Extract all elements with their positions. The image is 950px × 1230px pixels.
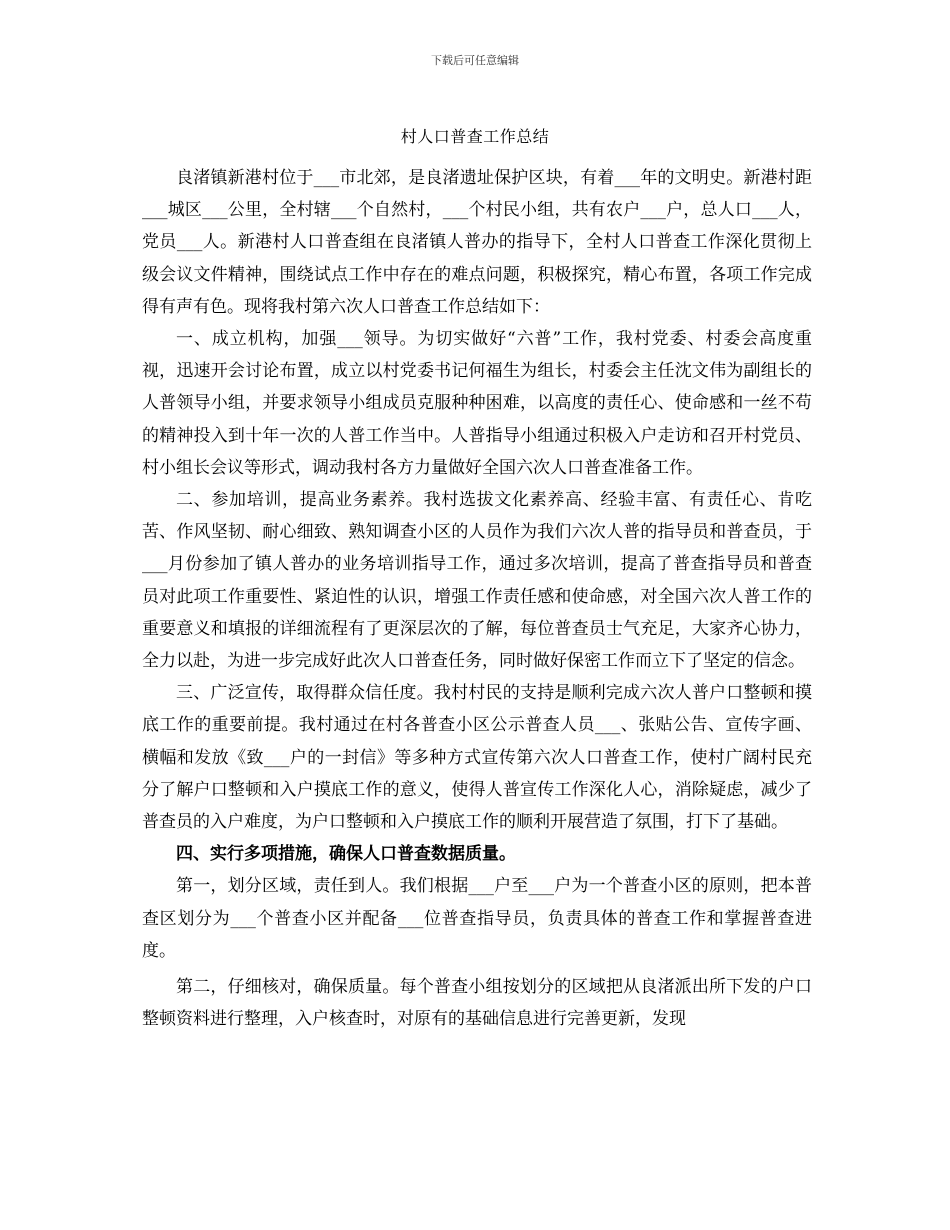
paragraph-section-2: 二、参加培训，提高业务素养。我村选拔文化素养高、经验丰富、有责任心、肯吃苦、作风坚韧、耐心细致、熟知调查小区的人员作为我们六次人普的指导员和普查员，于___月份参加了镇人普办的业务培训指导工作，通过多次培训，提高了普查指导员和普查员对此项工作重要性、紧迫性的认识，增强工作责任感和使命感，对全国六次人普工作的重要意义和填报的详细流程有了更深层次的了解，每位普查员士气充足，大家齐心协力，全力以赴，为进一步完成好此次人口普查任务，同时做好保密工作而立下了坚定的信念。 xyxy=(142,490,812,672)
paragraph-step-1: 第一，划分区域，责任到人。我们根据___户至___户为一个普查小区的原则，把本普查区划分为___个普查小区并配备___位普查指导员，负责具体的普查工作和掌握普查进度。 xyxy=(142,876,812,961)
section-4-heading: 四、实行多项措施，确保人口普查数据质量。 xyxy=(176,844,516,865)
paragraph-step-2: 第二，仔细核对，确保质量。每个普查小组按划分的区域把从良渚派出所下发的户口整顿资料进行整理，入户核查时，对原有的基础信息进行完善更新，发现 xyxy=(142,977,812,1030)
paragraph-section-1: 一、成立机构，加强___领导。为切实做好“六普”工作，我村党委、村委会高度重视，迅速开会讨论布置，成立以村党委书记何福生为组长，村委会主任沈文伟为副组长的人普领导小组，并要求领导小组成员克服种种困难，以高度的责任心、使命感和一丝不苟的精神投入到十年一次的人普工作当中。人普指导小组通过积极入户走访和召开村党员、村小组长会议等形式，调动我村各方力量做好全国六次人口普查准备工作。 xyxy=(142,329,812,478)
paragraph-section-3: 三、广泛宣传，取得群众信任度。我村村民的支持是顺利完成六次人普户口整顿和摸底工作的重要前提。我村通过在村各普查小区公示普查人员___、张贴公告、宣传字画、横幅和发放《致___户的一封信》等多种方式宣传第六次人口普查工作，使村广阔村民充分了解户口整顿和入户摸底工作的意义，使得人普宣传工作深化人心，消除疑虑，减少了普查员的入户难度，为户口整顿和入户摸底工作的顺利开展营造了氛围，打下了基础。 xyxy=(142,683,812,833)
document-body xyxy=(142,162,812,1035)
header-note: 下载后可任意编辑 xyxy=(431,54,519,67)
document-title: 村人口普查工作总结 xyxy=(400,127,550,146)
paragraph-intro: 良渚镇新港村位于___市北郊，是良渚遗址保护区块，有着___年的文明史。新港村距___城区___公里，全村辖___个自然村，___个村民小组，共有农户___户，总人口___人，党员___人。新港村人口普查组在良渚镇人普办的指导下，全村人口普查工作深化贯彻上级会议文件精神，围绕试点工作中存在的难点问题，积极探究，精心布置，各项工作完成得有声有色。现将我村第六次人口普查工作总结如下： xyxy=(142,168,812,317)
